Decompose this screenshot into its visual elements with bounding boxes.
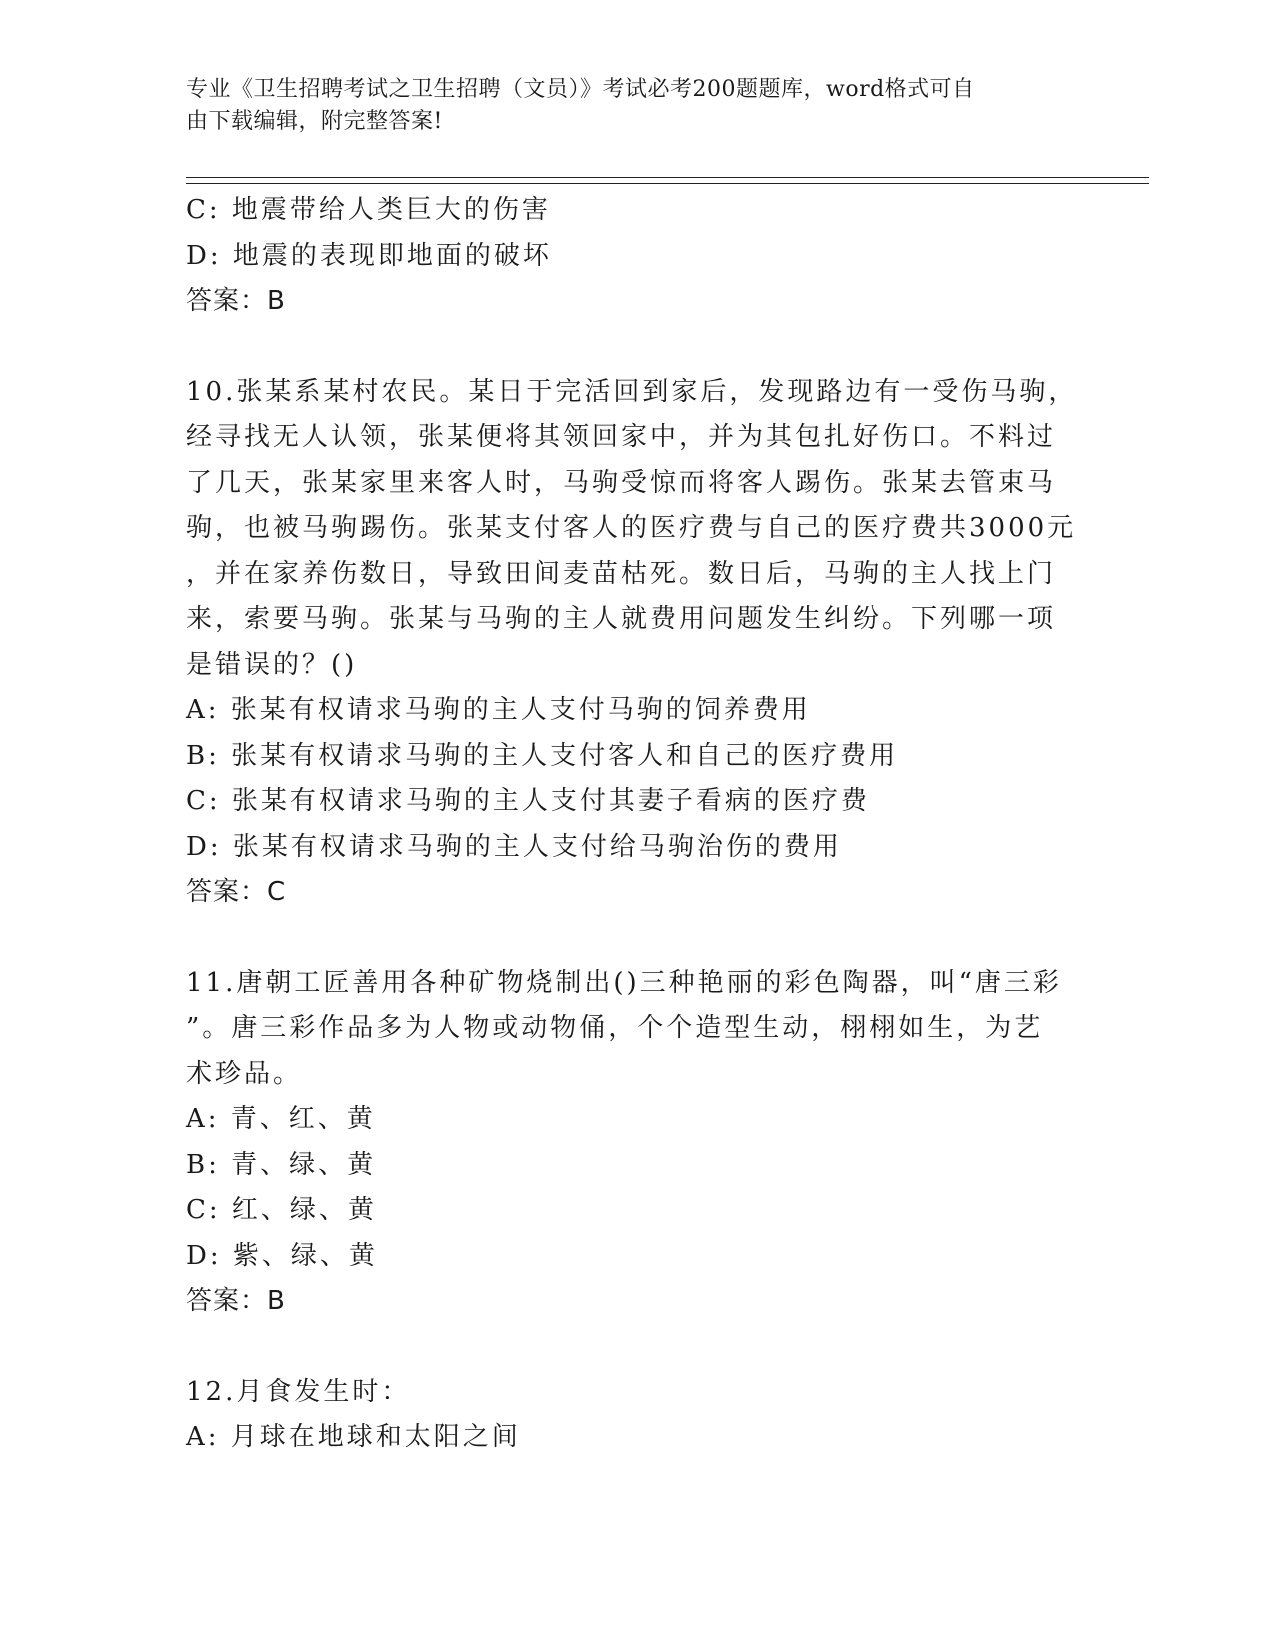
header-divider-bottom — [186, 183, 1149, 184]
spacer — [186, 325, 1086, 370]
question-10 — [186, 370, 1086, 916]
question-stem: 12.月食发生时： — [186, 1376, 411, 1407]
option-b: B: 张某有权请求马驹的主人支付客人和自己的医疗费用 — [186, 740, 899, 771]
option-d: D: 地震的表现即地面的破坏 — [186, 240, 552, 271]
document-body — [186, 188, 1086, 1461]
option-a: A: 青、红、黄 — [186, 1104, 376, 1134]
question-stem-line: 术珍品。 — [186, 1058, 303, 1089]
answer: 答案：C — [186, 877, 287, 907]
option-c: C: 张某有权请求马驹的主人支付其妻子看病的医疗费 — [186, 786, 870, 816]
option-c: C: 地震带给人类巨大的伤害 — [186, 195, 551, 225]
question-stem-line: 驹，也被马驹踢伤。张某支付客人的医疗费与自己的医疗费共3000元 — [186, 513, 1077, 543]
answer: 答案：B — [186, 1286, 286, 1316]
question-stem-line: ，并在家养伤数日，导致田间麦苗枯死。数日后，马驹的主人找上门 — [186, 558, 1057, 589]
option-d: D: 张某有权请求马驹的主人支付给马驹治伤的费用 — [186, 831, 842, 862]
header-line-2: 由下载编辑，附完整答案! — [186, 109, 443, 134]
question-stem-line: 经寻找无人认领，张某便将其领回家中，并为其包扎好伤口。不料过 — [186, 422, 1057, 452]
question-9 — [186, 188, 1086, 325]
option-a: A: 月球在地球和太阳之间 — [186, 1422, 521, 1452]
spacer — [186, 916, 1086, 961]
question-11 — [186, 961, 1086, 1325]
spacer — [186, 1325, 1086, 1370]
question-stem-line: 10.张某系某村农民。某日于完活回到家后，发现路边有一受伤马驹， — [186, 376, 1078, 407]
question-12 — [186, 1370, 1086, 1461]
question-stem-line: 来，索要马驹。张某与马驹的主人就费用问题发生纠纷。下列哪一项 — [186, 604, 1057, 634]
option-d: D: 紫、绿、黄 — [186, 1240, 378, 1271]
option-c: C: 红、绿、黄 — [186, 1195, 377, 1225]
answer: 答案：B — [186, 286, 286, 316]
question-stem-line: 是错误的？() — [186, 649, 358, 680]
question-stem-line: 了几天，张某家里来客人时，马驹受惊而将客人踢伤。张某去管束马 — [186, 467, 1057, 498]
option-b: B: 青、绿、黄 — [186, 1149, 377, 1180]
document-header — [186, 74, 1086, 138]
header-divider-top — [186, 177, 1149, 178]
question-stem-line: ”。唐三彩作品多为人物或动物俑，个个造型生动，栩栩如生，为艺 — [186, 1013, 1044, 1043]
option-a: A: 张某有权请求马驹的主人支付马驹的饲养费用 — [186, 695, 811, 725]
header-line-1: 专业《卫生招聘考试之卫生招聘（文员）》考试必考200题题库，word格式可自 — [186, 77, 975, 102]
question-stem-line: 11.唐朝工匠善用各种矿物烧制出()三种艳丽的彩色陶器，叫“唐三彩 — [186, 967, 1062, 998]
